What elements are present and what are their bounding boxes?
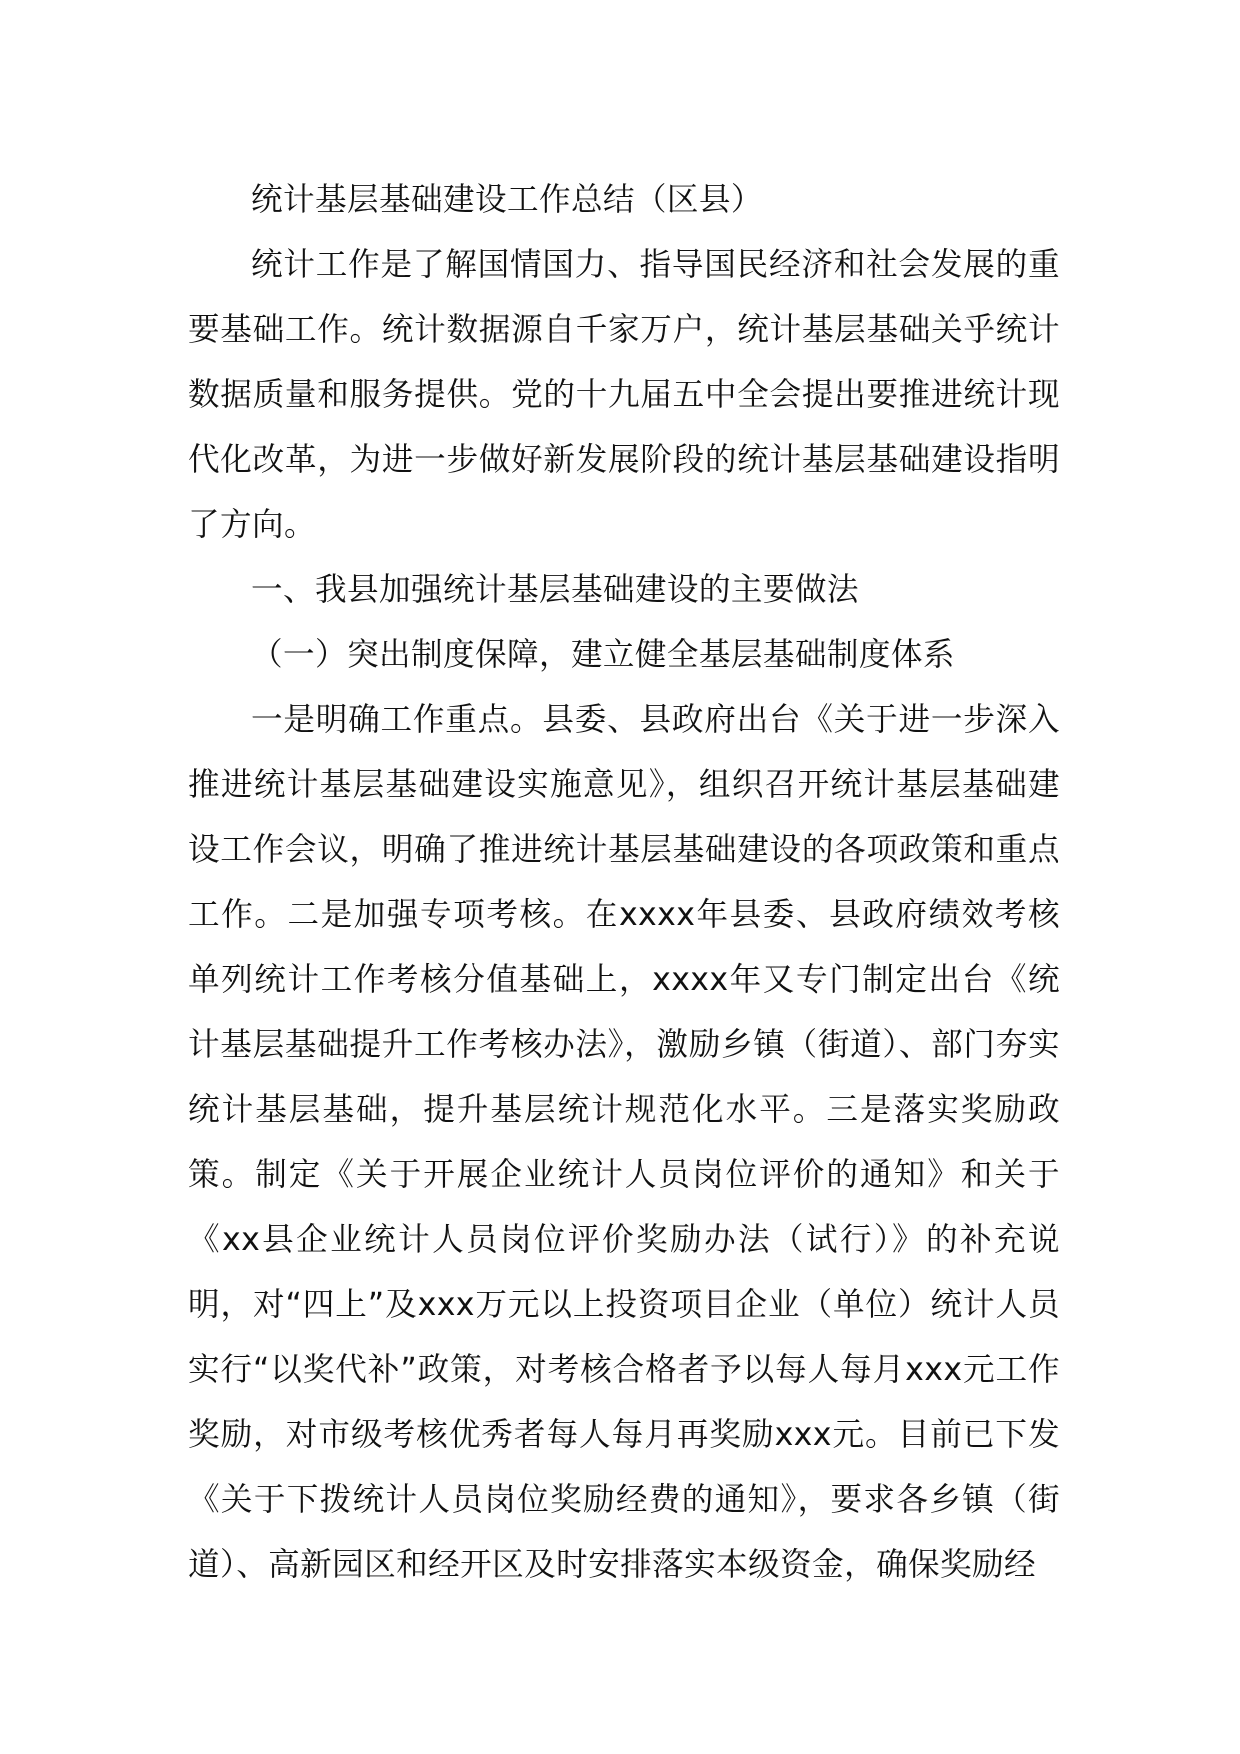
section-heading: 一、我县加强统计基层基础建设的主要做法 bbox=[251, 572, 859, 608]
subsection-heading: （一）突出制度保障，建立健全基层基础制度体系 bbox=[251, 637, 955, 673]
document-page bbox=[188, 168, 1060, 1598]
body-paragraph: 一是明确工作重点。县委、县政府出台《关于进一步深入推进统计基层基础建设实施意见》，组织召开统计基层基础建设工作会议，明确了推进统计基层基础建设的各项政策和重点工作。二是加强专项考核。在xxxx年县委、县政府绩效考核单列统计工作考核分值基础上，xxxx年又专门制定出台《统计基层基础提升工作考核办法》，激励乡镇（街道）、部门夯实统计基层基础，提升基层统计规范化水平。三是落实奖励政策。制定《关于开展企业统计人员岗位评价的通知》和关于《xx县企业统计人员岗位评价奖励办法（试行）》的补充说明，对“四上”及xxx万元以上投资项目企业（单位）统计人员实行“以奖代补”政策，对考核合格者予以每人每月xxx元工作奖励，对市级考核优秀者每人每月再奖励xxx元。目前已下发《关于下拨统计人员岗位奖励经费的通知》，要求各乡镇（街道）、高新园区和经开区及时安排落实本级资金，确保奖励经 bbox=[188, 702, 1060, 1583]
intro-paragraph: 统计工作是了解国情国力、指导国民经济和社会发展的重要基础工作。统计数据源自千家万户，统计基层基础关乎统计数据质量和服务提供。党的十九届五中全会提出要推进统计现代化改革，为进一步做好新发展阶段的统计基层基础建设指明了方向。 bbox=[188, 247, 1060, 543]
document-title: 统计基层基础建设工作总结（区县） bbox=[251, 182, 763, 218]
